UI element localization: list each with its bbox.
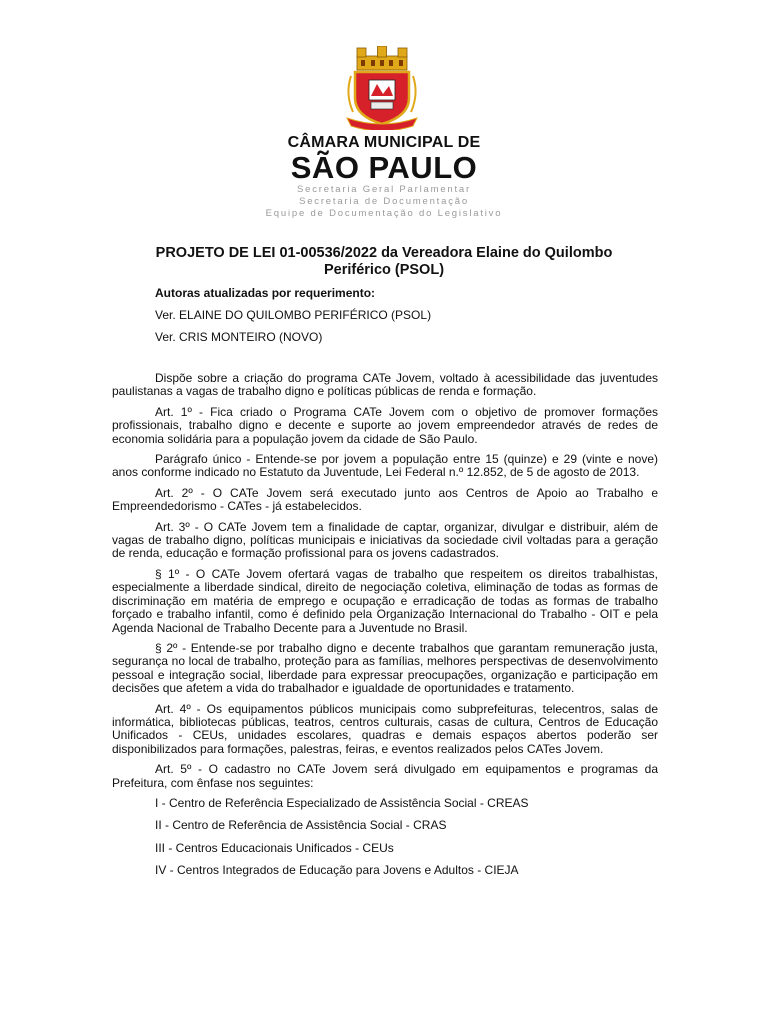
institution-name xyxy=(0,133,768,183)
authors-heading: Autoras atualizadas por requerimento: xyxy=(155,286,376,300)
secretariat-line: Secretaria de Documentação xyxy=(299,196,469,207)
author-item: Ver. CRIS MONTEIRO (NOVO) xyxy=(155,330,323,344)
document-title: PROJETO DE LEI 01-00536/2022 da Vereadora Elaine do Quilombo Periférico (PSOL) xyxy=(155,245,613,278)
secretariat-line: Secretaria Geral Parlamentar xyxy=(297,184,471,195)
list-item: II - Centro de Referência de Assistência Social - CRAS xyxy=(155,818,447,833)
article-4: Art. 4º - Os equipamentos públicos municipais como subprefeituras, telecentros, salas de informática, bibliotecas públicas, teatros, centros culturais, casas de cultura, Centros de Educação Unificados - CEUs, unidades escolares, quadras e demais espaços abertos poderão ser disponibilizados para formações, palestras, feiras, e eventos realizados pelos CATes Jovem. xyxy=(112,701,658,756)
article-1: Art. 1º - Fica criado o Programa CATe Jovem com o objetivo de promover formações profissionais, trabalho digno e decente e suporte ao jovem empreendedor através de redes de economia solidária para a população jovem da cidade de São Paulo. xyxy=(112,404,658,446)
authors-block xyxy=(155,286,655,352)
list-item: I - Centro de Referência Especializado de Assistência Social - CREAS xyxy=(155,795,529,810)
document-body xyxy=(112,372,658,887)
institution-line-2: SÃO PAULO xyxy=(290,150,478,185)
article-3-paragraph-1: § 1º - O CATe Jovem ofertará vagas de trabalho que respeitem os direitos trabalhistas, especialmente a liberdade sindical, direito de negociação coletiva, eliminação de todas as formas de discriminação em matéria de emprego e ocupação e erradicação de todas as formas de trabalho forçado e trabalho infantil, como é definido pela Organização Internacional do Trabalho - OIT e pela Agenda Nacional de Trabalho Decente para a Juventude no Brasil. xyxy=(112,566,658,635)
secretariat-line: Equipe de Documentação do Legislativo xyxy=(265,208,503,219)
list-item: IV - Centros Integrados de Educação para Jovens e Adultos - CIEJA xyxy=(155,863,519,878)
article-3-paragraph-2: § 2º - Entende-se por trabalho digno e decente trabalhos que garantam remuneração justa, segurança no local de trabalho, proteção para as famílias, melhores perspectivas de desenvolvimento pessoal e integração social, liberdade para expressar preocupações, organização e participação em decisões que afetem a vida do trabalhador e igualdade de oportunidades e tratamento. xyxy=(112,640,658,696)
article-1-sole-paragraph: Parágrafo único - Entende-se por jovem a população entre 15 (quinze) e 29 (vinte e nove) anos conforme indicado no Estatuto da Juventude, Lei Federal n.º 12.852, de 5 de agosto de 2013. xyxy=(112,452,658,480)
institution-line-1: CÂMARA MUNICIPAL DE xyxy=(287,134,481,151)
list-item: III - Centros Educacionais Unificados - CEUs xyxy=(155,840,394,855)
ementa-paragraph: Dispõe sobre a criação do programa CATe Jovem, voltado à acessibilidade das juventudes paulistanas a vagas de trabalho digno e políticas públicas de renda e formação. xyxy=(112,371,658,399)
coat-of-arms-logo xyxy=(341,46,423,130)
article-5: Art. 5º - O cadastro no CATe Jovem será divulgado em equipamentos e programas da Prefeitura, com ênfase nos seguintes: xyxy=(112,762,658,790)
article-3: Art. 3º - O CATe Jovem tem a finalidade de captar, organizar, divulgar e distribuir, além de vagas de trabalho digno, políticas municipais e iniciativas da sociedade civil voltadas para a geração de renda, educação e formação profissional para os jovens cadastrados. xyxy=(112,519,658,561)
secretariats-block xyxy=(0,184,768,220)
article-2: Art. 2º - O CATe Jovem será executado junto aos Centros de Apoio ao Trabalho e Empreendedorismo - CATes - já estabelecidos. xyxy=(112,485,658,514)
crown-icon xyxy=(357,46,407,70)
author-item: Ver. ELAINE DO QUILOMBO PERIFÉRICO (PSOL) xyxy=(155,308,432,322)
